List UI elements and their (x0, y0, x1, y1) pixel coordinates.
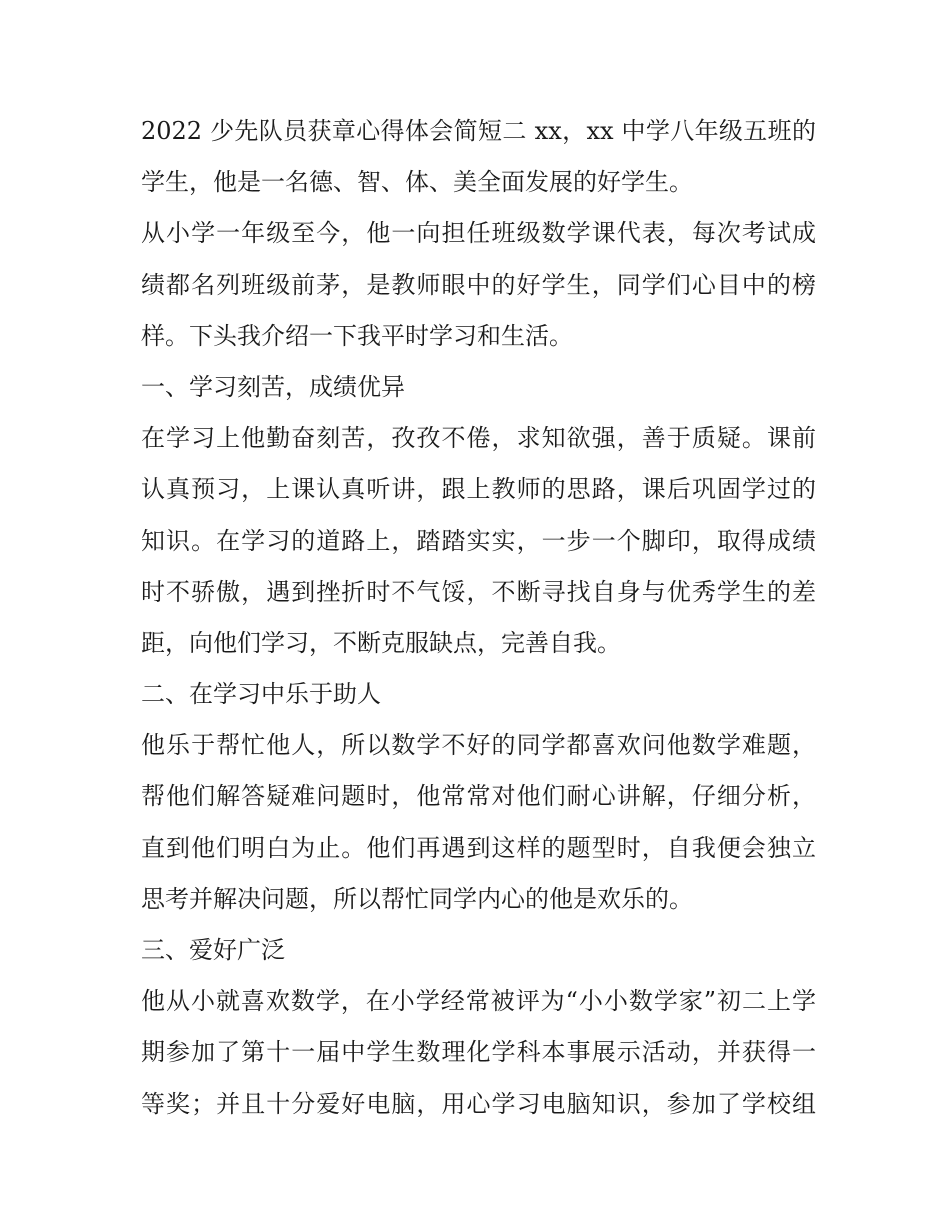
text-line: 时不骄傲，遇到挫折时不气馁，不断寻找自身与优秀学生的差 (141, 577, 816, 606)
text-line: 知识。在学习的道路上，踏踏实实，一步一个脚印，取得成绩 (141, 526, 816, 555)
text-line: 他从小就喜欢数学，在小学经常被评为“小小数学家”初二上学 (141, 987, 816, 1016)
text-line: 2022 少先队员获章心得体会简短二 xx，xx 中学八年级五班的 (141, 117, 816, 145)
text-line: 绩都名列班级前茅，是教师眼中的好学生，同学们心目中的榜 (141, 270, 816, 299)
text-line: 认真预习，上课认真听讲，跟上教师的思路，课后巩固学过的 (141, 475, 816, 504)
text-line: 他乐于帮忙他人，所以数学不好的同学都喜欢问他数学难题， (141, 731, 816, 760)
text-line: 思考并解决问题，所以帮忙同学内心的他是欢乐的。 (141, 884, 693, 913)
text-line: 学生，他是一名德、智、体、美全面发展的好学生。 (141, 168, 693, 197)
text-line: 距，向他们学习，不断克服缺点，完善自我。 (141, 628, 621, 657)
text-line: 从小学一年级至今，他一向担任班级数学课代表，每次考试成 (141, 219, 816, 248)
text-line: 在学习上他勤奋刻苦，孜孜不倦，求知欲强，善于质疑。课前 (141, 424, 816, 453)
section-heading: 三、爱好广泛 (141, 936, 285, 964)
text-line: 直到他们明白为止。他们再遇到这样的题型时，自我便会独立 (141, 833, 816, 862)
document-body (141, 106, 816, 1130)
section-heading: 二、在学习中乐于助人 (141, 680, 381, 709)
section-heading: 一、学习刻苦，成绩优异 (141, 372, 405, 401)
text-line: 帮他们解答疑难问题时，他常常对他们耐心讲解，仔细分析， (141, 782, 816, 811)
text-line: 期参加了第十一届中学生数理化学科本事展示活动，并获得一 (141, 1038, 816, 1067)
text-line: 样。下头我介绍一下我平时学习和生活。 (141, 321, 573, 350)
text-line: 等奖；并且十分爱好电脑，用心学习电脑知识，参加了学校组 (141, 1089, 816, 1118)
